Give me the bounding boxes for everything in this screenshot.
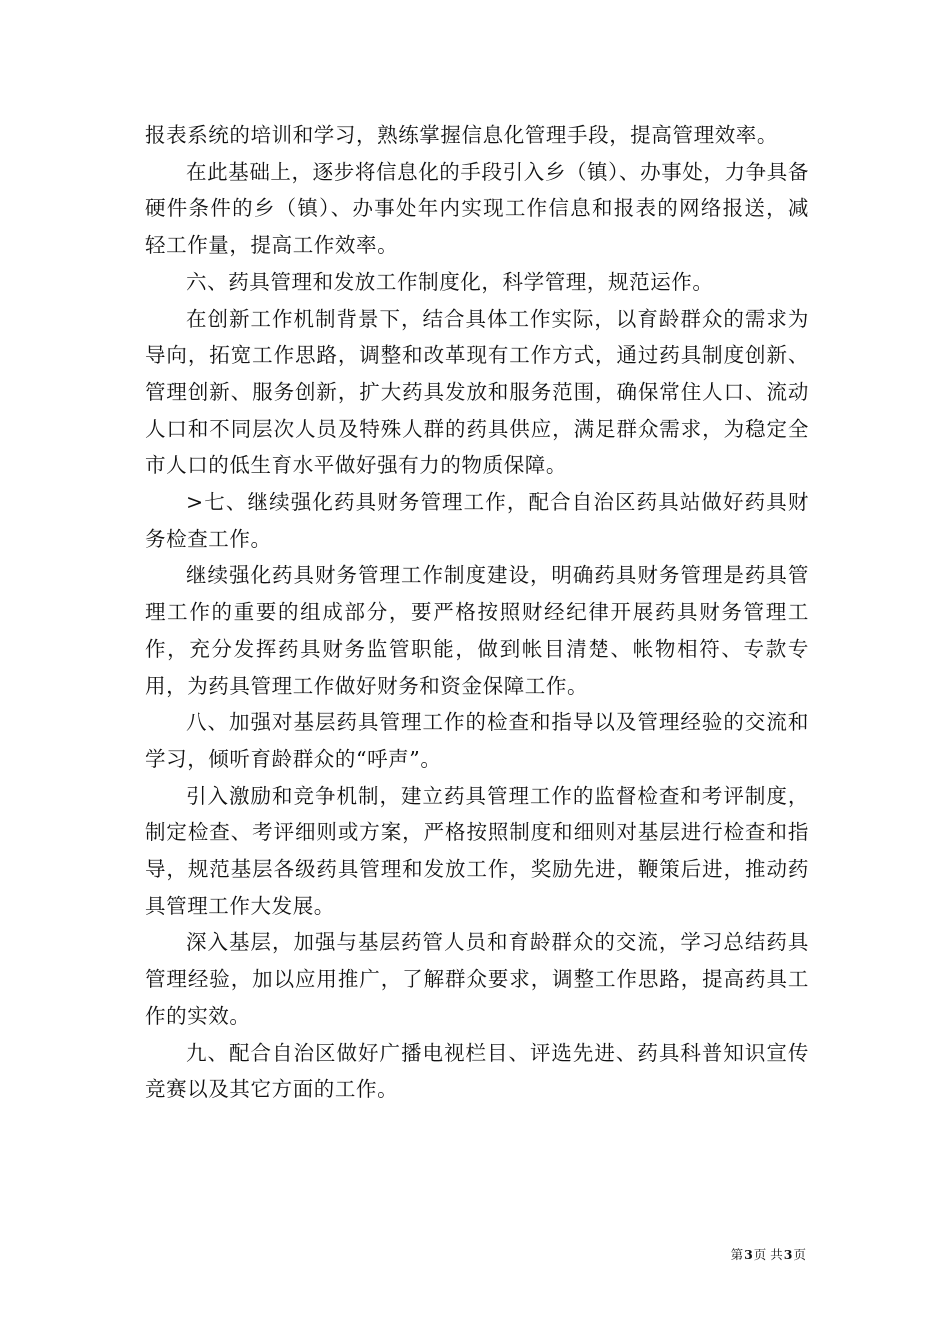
paragraph-informatization: 在此基础上，逐步将信息化的手段引入乡（镇）、办事处，力争具备硬件条件的乡（镇）、办事处年内实现工作信息和报表的网络报送，减轻工作量，提高工作效率。 — [145, 159, 809, 258]
footer-middle: 页 共 — [753, 1247, 783, 1262]
section-heading-6: 六、药具管理和发放工作制度化，科学管理，规范运作。 — [186, 269, 714, 294]
paragraph-finance: 继续强化药具财务管理工作制度建设，明确药具财务管理是药具管理工作的重要的组成部分，要严格按照财经纪律开展药具财务管理工作，充分发挥药具财务监管职能，做到帐目清楚、帐物相符、专款专用，为药具管理工作做好财务和资金保障工作。 — [145, 563, 809, 698]
page-footer — [731, 1245, 806, 1263]
document-body — [145, 117, 809, 1108]
footer-current-page: 3 — [744, 1247, 753, 1262]
paragraph-continuation: 报表系统的培训和学习，熟练掌握信息化管理手段，提高管理效率。 — [145, 123, 778, 147]
section-heading-7: >七、继续强化药具财务管理工作，配合自治区药具站做好药具财务检查工作。 — [145, 490, 809, 551]
section-heading-8: 八、加强对基层药具管理工作的检查和指导以及管理经验的交流和学习，倾听育龄群众的“呼声”。 — [145, 710, 809, 771]
section-heading-9: 九、配合自治区做好广播电视栏目、评选先进、药具科普知识宣传竞赛以及其它方面的工作。 — [145, 1040, 809, 1102]
footer-suffix: 页 — [793, 1247, 806, 1262]
paragraph-incentive: 引入激励和竞争机制，建立药具管理工作的监督检查和考评制度，制定检查、考评细则或方案，严格按照制度和细则对基层进行检查和指导，规范基层各级药具管理和发放工作，奖励先进，鞭策后进，推动药具管理工作大发展。 — [145, 783, 809, 918]
footer-total-pages: 3 — [783, 1247, 793, 1262]
paragraph-innovation: 在创新工作机制背景下，结合具体工作实际，以育龄群众的需求为导向，拓宽工作思路，调整和改革现有工作方式，通过药具制度创新、管理创新、服务创新，扩大药具发放和服务范围，确保常住人口、流动人口和不同层次人员及特殊人群的药具供应，满足群众需求，为稳定全市人口的低生育水平做好强有力的物质保障。 — [145, 306, 809, 478]
footer-prefix: 第 — [730, 1247, 744, 1262]
paragraph-grassroots: 深入基层，加强与基层药管人员和育龄群众的交流，学习总结药具管理经验，加以应用推广，了解群众要求，调整工作思路，提高药具工作的实效。 — [145, 930, 809, 1028]
